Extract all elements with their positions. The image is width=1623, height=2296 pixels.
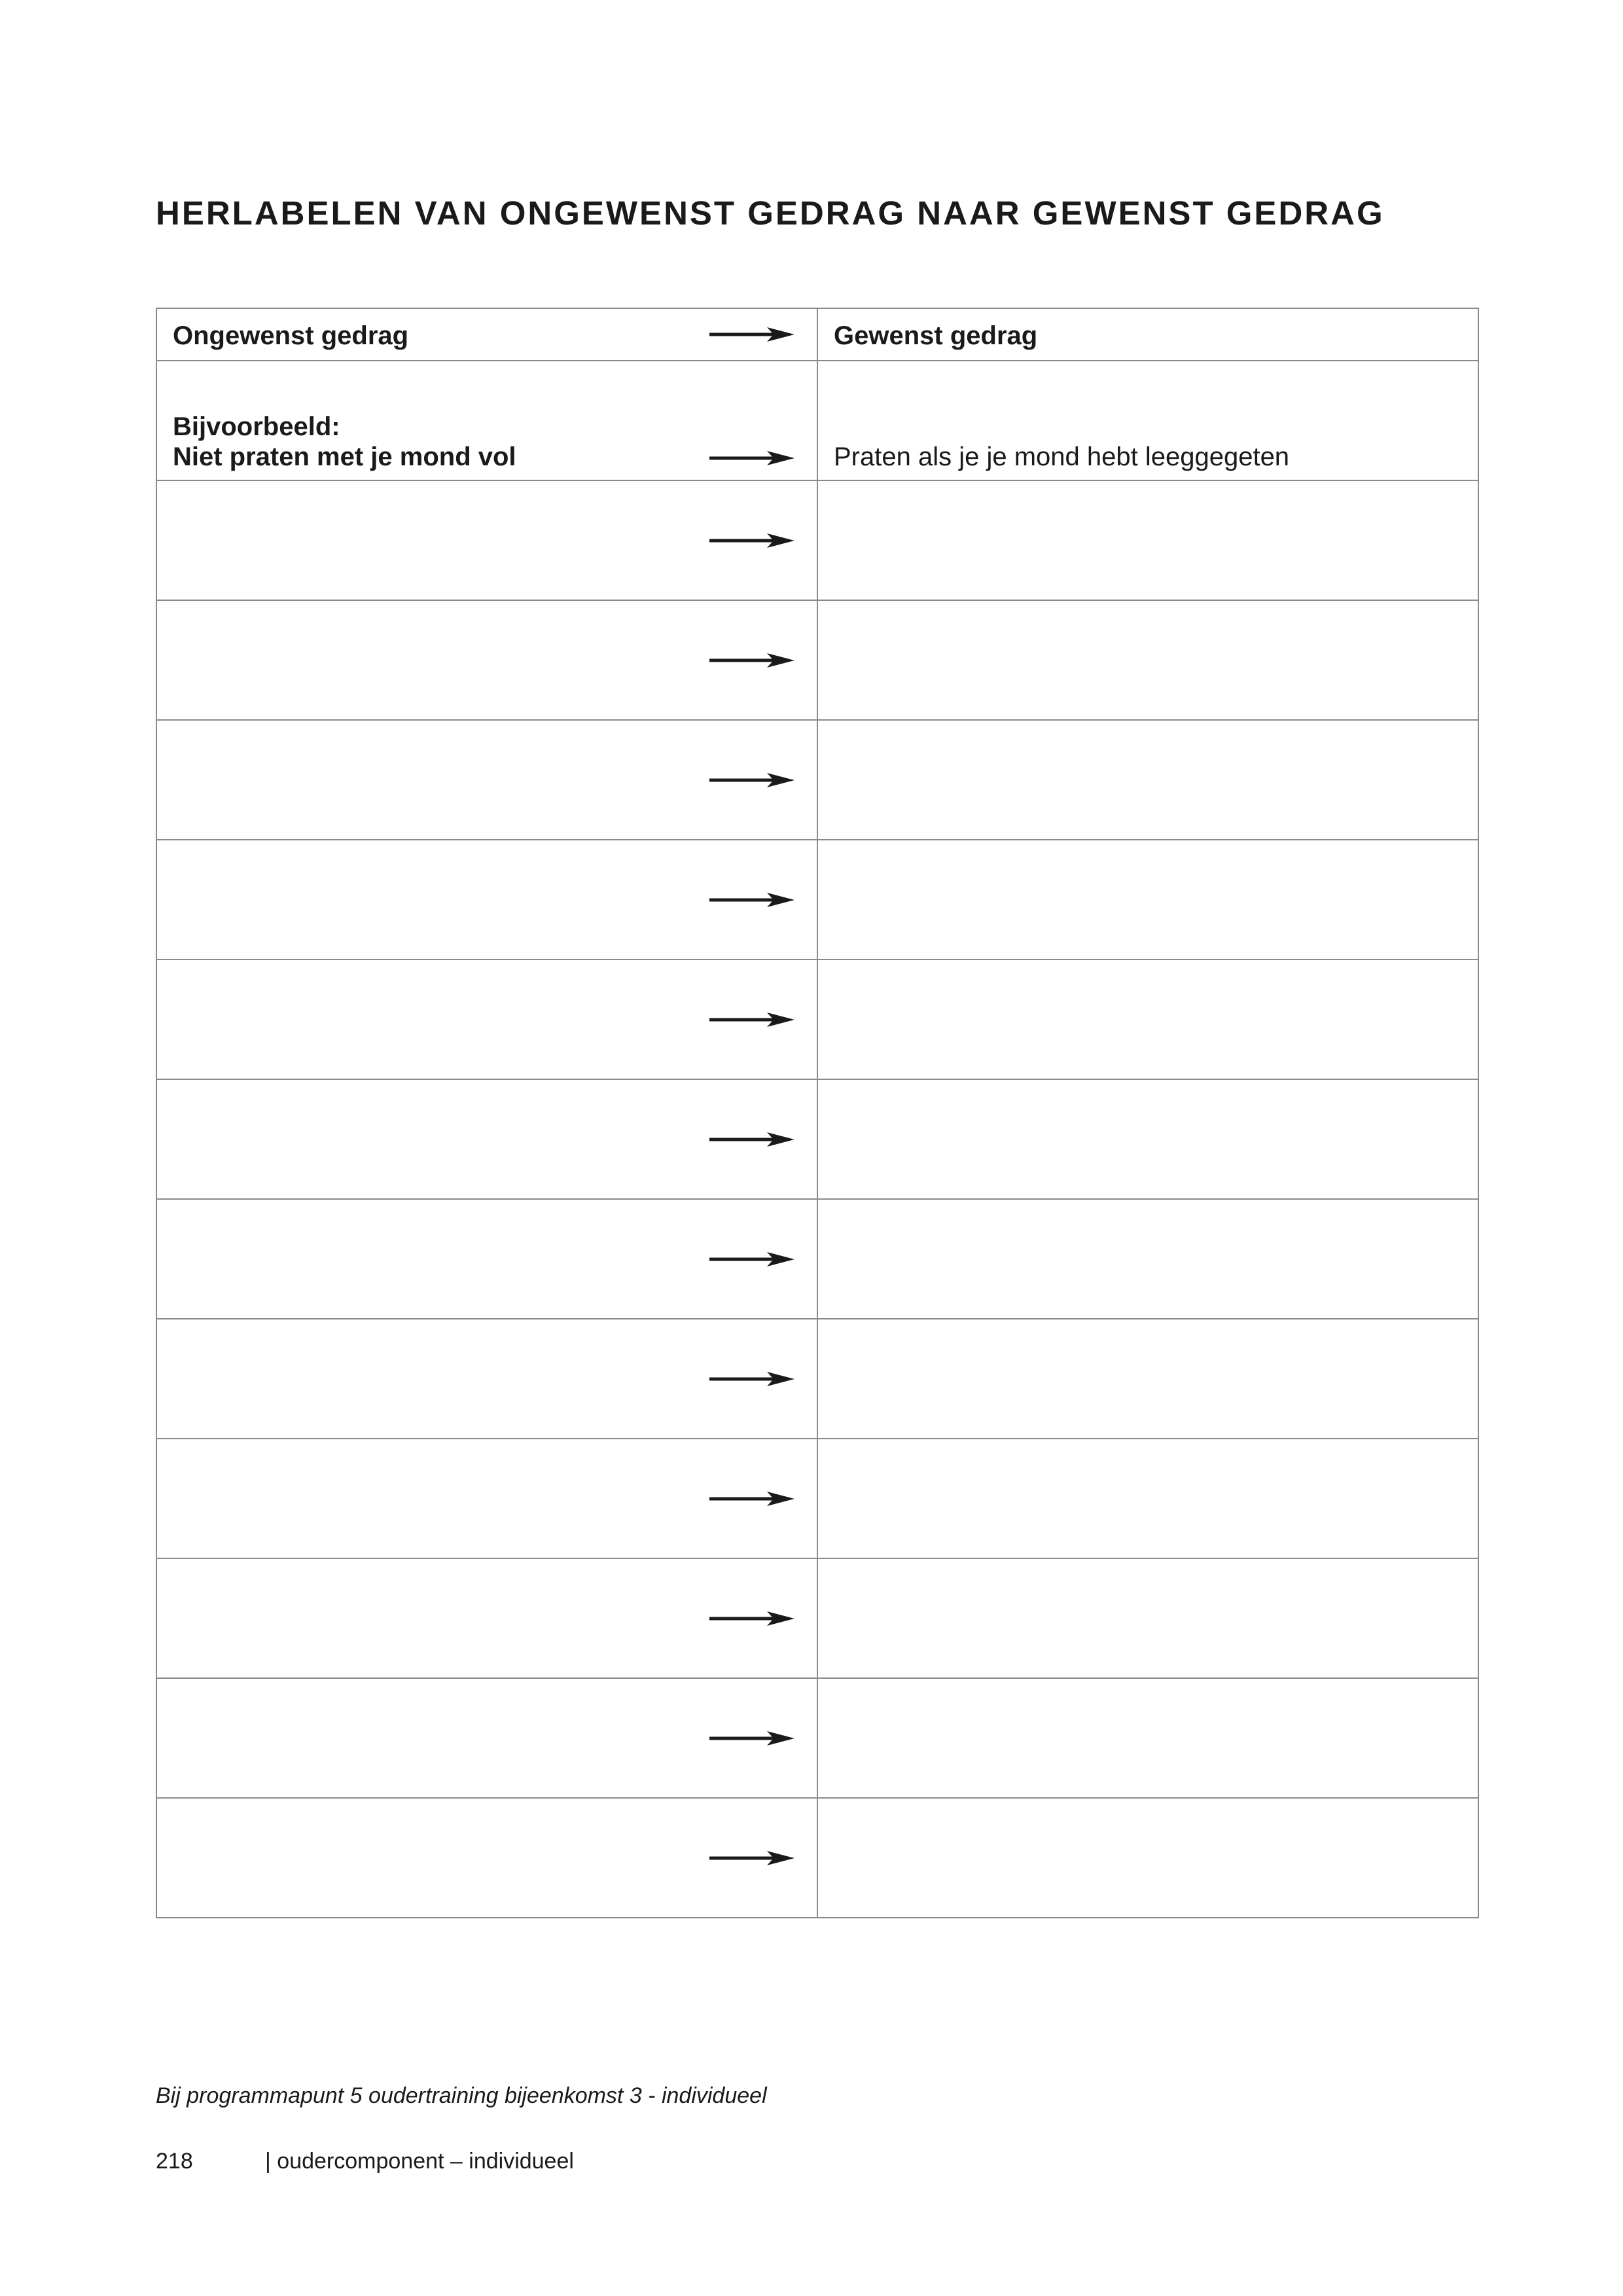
wanted-behaviour-cell[interactable]: [817, 1199, 1478, 1319]
right-arrow-icon: [709, 652, 794, 669]
unwanted-behaviour-cell[interactable]: [156, 1439, 817, 1558]
right-arrow-icon: [709, 326, 794, 343]
right-arrow-icon: [709, 1850, 794, 1867]
unwanted-behaviour-cell[interactable]: [156, 840, 817, 960]
wanted-behaviour-cell[interactable]: [817, 960, 1478, 1079]
unwanted-behaviour-cell[interactable]: [156, 1558, 817, 1678]
wanted-behaviour-cell[interactable]: [817, 480, 1478, 600]
example-wanted-behaviour: Praten als je je mond hebt leeggegeten: [834, 442, 1290, 471]
example-cell-unwanted: [156, 361, 817, 480]
right-arrow-icon: [709, 532, 794, 549]
table-header-row: [156, 308, 1478, 361]
table-row: [156, 960, 1478, 1079]
right-arrow-icon: [709, 1371, 794, 1388]
table-row: [156, 1558, 1478, 1678]
table-row: [156, 1678, 1478, 1798]
wanted-behaviour-cell[interactable]: [817, 1319, 1478, 1439]
unwanted-behaviour-cell[interactable]: [156, 720, 817, 840]
table-row: [156, 1199, 1478, 1319]
table-row: [156, 1798, 1478, 1918]
header-unwanted-behaviour: Ongewenst gedrag: [173, 321, 409, 350]
right-arrow-icon: [709, 1730, 794, 1747]
wanted-behaviour-cell[interactable]: [817, 1678, 1478, 1798]
right-arrow-icon: [709, 1251, 794, 1268]
wanted-behaviour-cell[interactable]: [817, 720, 1478, 840]
example-unwanted-text: [157, 412, 817, 480]
right-arrow-icon: [709, 772, 794, 789]
example-cell-wanted: [817, 361, 1478, 480]
unwanted-behaviour-cell[interactable]: [156, 1079, 817, 1199]
table-row: [156, 1319, 1478, 1439]
header-wanted-behaviour: Gewenst gedrag: [834, 321, 1038, 350]
page-number: 218: [156, 2149, 193, 2174]
unwanted-behaviour-cell[interactable]: [156, 1798, 817, 1918]
wanted-behaviour-cell[interactable]: [817, 1558, 1478, 1678]
table-row: [156, 1079, 1478, 1199]
blank-rows: [156, 480, 1478, 1918]
right-arrow-icon: [709, 1131, 794, 1148]
table-row: [156, 840, 1478, 960]
footer-note: Bij programmapunt 5 oudertraining bijeenkomst 3 - individueel: [156, 2083, 767, 2108]
header-cell-unwanted: [156, 308, 817, 361]
header-cell-wanted: [817, 308, 1478, 361]
unwanted-behaviour-cell[interactable]: [156, 1199, 817, 1319]
example-label: Bijvoorbeeld:: [173, 412, 340, 441]
example-unwanted-behaviour: Niet praten met je mond vol: [173, 442, 516, 471]
page-title: HERLABELEN VAN ONGEWENST GEDRAG NAAR GEWENST GEDRAG: [156, 194, 1385, 232]
running-head: | oudercomponent – individueel: [265, 2149, 574, 2174]
unwanted-behaviour-cell[interactable]: [156, 480, 817, 600]
table-row: [156, 480, 1478, 600]
wanted-behaviour-cell[interactable]: [817, 1079, 1478, 1199]
right-arrow-icon: [709, 1610, 794, 1627]
wanted-behaviour-cell[interactable]: [817, 600, 1478, 720]
unwanted-behaviour-cell[interactable]: [156, 1319, 817, 1439]
right-arrow-icon: [709, 1011, 794, 1028]
unwanted-behaviour-cell[interactable]: [156, 960, 817, 1079]
table-row: [156, 720, 1478, 840]
table-row: [156, 1439, 1478, 1558]
table-row: [156, 600, 1478, 720]
relabel-worksheet-table: [156, 308, 1479, 1918]
wanted-behaviour-cell[interactable]: [817, 1798, 1478, 1918]
unwanted-behaviour-cell[interactable]: [156, 1678, 817, 1798]
right-arrow-icon: [709, 891, 794, 908]
right-arrow-icon: [709, 1490, 794, 1507]
right-arrow-icon: [709, 450, 794, 467]
wanted-behaviour-cell[interactable]: [817, 1439, 1478, 1558]
wanted-behaviour-cell[interactable]: [817, 840, 1478, 960]
example-row: [156, 361, 1478, 480]
unwanted-behaviour-cell[interactable]: [156, 600, 817, 720]
